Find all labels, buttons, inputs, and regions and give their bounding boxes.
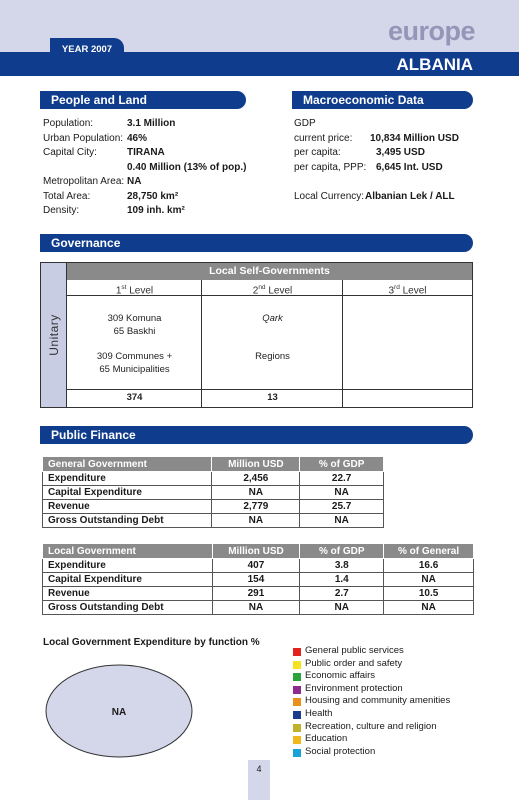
legend-item <box>293 670 450 683</box>
table-row <box>43 573 474 587</box>
table-header-row <box>43 544 474 559</box>
legend-label: Recreation, culture and religion <box>305 720 437 732</box>
expenditure-legend <box>293 645 450 758</box>
table-header: Local Government <box>43 544 213 559</box>
section-people-land: People and Land <box>40 91 246 109</box>
level-2-header: 2nd Level <box>202 280 343 296</box>
section-macro: Macroeconomic Data <box>292 91 473 109</box>
population-label: Population: <box>43 118 94 129</box>
level-2-english: Regions <box>255 351 290 362</box>
table-cell: 407 <box>212 559 300 573</box>
legend-label: Economic affairs <box>305 670 376 682</box>
section-public-finance: Public Finance <box>51 428 136 442</box>
table-cell: Expenditure <box>43 559 213 573</box>
year-label: YEAR 2007 <box>50 38 124 60</box>
table-header: Million USD <box>212 457 300 472</box>
legend-label: Housing and community amenities <box>305 695 451 707</box>
section-governance: Governance <box>51 236 121 250</box>
urban-value: 46% <box>127 132 148 144</box>
table-cell: NA <box>212 514 300 528</box>
table-header: % of General <box>384 544 474 559</box>
metro-value: NA <box>127 176 142 187</box>
table-cell: 22.7 <box>300 472 384 486</box>
table-cell: 3.8 <box>300 559 384 573</box>
general-government-table <box>42 456 384 528</box>
level-1-english-b: 65 Municipalities <box>99 363 170 375</box>
current-price-label: current price: <box>294 132 353 144</box>
legend-label: Environment protection <box>305 682 403 694</box>
table-header: General Government <box>43 457 212 472</box>
table-cell: Gross Outstanding Debt <box>43 514 212 528</box>
population-value: 3.1 Million <box>127 118 176 129</box>
people-land-list <box>43 117 273 227</box>
area-label: Total Area: <box>43 190 91 202</box>
table-header-row <box>43 457 384 472</box>
table-row <box>43 559 474 573</box>
legend-swatch <box>293 686 301 694</box>
table-row <box>43 486 384 500</box>
ppp-value: 6,645 Int. USD <box>376 161 443 173</box>
table-header: Million USD <box>212 544 300 559</box>
level-1-native-a: 309 Komuna <box>107 313 162 324</box>
table-cell: NA <box>384 573 474 587</box>
local-government-table <box>42 543 474 615</box>
unitary-label-cell <box>41 263 67 407</box>
macro-list <box>294 117 494 217</box>
table-cell: NA <box>212 601 300 615</box>
legend-item <box>293 645 450 658</box>
legend-swatch <box>293 736 301 744</box>
table-row <box>43 601 474 615</box>
table-cell: 2,779 <box>212 500 300 514</box>
legend-swatch <box>293 749 301 757</box>
level-1-header: 1st Level <box>67 280 202 296</box>
table-cell: 154 <box>212 573 300 587</box>
pie-na-label: NA <box>111 707 127 718</box>
capital-label: Capital City: <box>43 147 97 158</box>
region-title: europe <box>387 16 475 46</box>
expenditure-chart-title: Local Government Expenditure by function % <box>43 637 260 648</box>
level-1-native <box>67 313 202 338</box>
table-cell: NA <box>212 486 300 500</box>
table-cell: Revenue <box>43 500 212 514</box>
legend-label: Social protection <box>305 745 376 757</box>
level-1-english-a: 309 Communes + <box>96 351 173 362</box>
urban-label: Urban Population: <box>43 132 124 144</box>
table-cell: NA <box>300 514 384 528</box>
table-row <box>43 472 384 486</box>
legend-item <box>293 721 450 734</box>
unitary-label: Unitary <box>46 314 61 356</box>
legend-item <box>293 733 450 746</box>
area-value: 28,750 km² <box>127 190 179 202</box>
table-row <box>43 587 474 601</box>
table-cell: NA <box>300 601 384 615</box>
table-cell: 10.5 <box>384 587 474 601</box>
table-cell: 1.4 <box>300 573 384 587</box>
legend-swatch <box>293 673 301 681</box>
table-cell: 16.6 <box>384 559 474 573</box>
metro-label: Metropolitan Area: <box>43 176 125 187</box>
currency-value: Albanian Lek / ALL <box>365 190 455 202</box>
currency-label: Local Currency: <box>294 190 365 202</box>
legend-item <box>293 683 450 696</box>
per-capita-label: per capita: <box>294 147 341 158</box>
legend-item <box>293 695 450 708</box>
table-cell: 2.7 <box>300 587 384 601</box>
legend-swatch <box>293 698 301 706</box>
legend-swatch <box>293 648 301 656</box>
page-number: 4 <box>248 760 270 800</box>
table-cell: 291 <box>212 587 300 601</box>
country-title: ALBANIA <box>396 55 473 74</box>
table-cell: NA <box>300 486 384 500</box>
governance-table <box>40 262 473 408</box>
level-2-total: 13 <box>267 392 278 403</box>
level-3-header: 3rd Level <box>343 280 472 296</box>
level-1-total: 374 <box>126 392 143 403</box>
table-cell: Gross Outstanding Debt <box>43 601 213 615</box>
ppp-label: per capita, PPP: <box>294 161 367 173</box>
legend-swatch <box>293 661 301 669</box>
density-value: 109 inh. km² <box>127 205 185 216</box>
table-cell: Expenditure <box>43 472 212 486</box>
legend-item <box>293 708 450 721</box>
expenditure-pie <box>44 663 194 759</box>
legend-swatch <box>293 724 301 732</box>
table-cell: 25.7 <box>300 500 384 514</box>
per-capita-value: 3,495 USD <box>376 147 425 158</box>
legend-label: Health <box>305 707 333 719</box>
divider <box>67 389 472 390</box>
capital-pop-value: 0.40 Million (13% of pop.) <box>127 161 247 173</box>
legend-item <box>293 658 450 671</box>
divider <box>201 280 202 407</box>
table-cell: 2,456 <box>212 472 300 486</box>
capital-value: TIRANA <box>127 147 165 158</box>
table-header: % of GDP <box>300 544 384 559</box>
level-1-native-b: 65 Baskhi <box>113 325 156 337</box>
current-price-value: 10,834 Million USD <box>370 132 459 144</box>
table-header: % of GDP <box>300 457 384 472</box>
legend-label: Education <box>305 733 348 745</box>
level-2-native: Qark <box>262 313 283 324</box>
gdp-label: GDP <box>294 118 316 129</box>
table-cell: NA <box>384 601 474 615</box>
divider <box>342 280 343 407</box>
density-label: Density: <box>43 205 80 216</box>
legend-swatch <box>293 711 301 719</box>
legend-label: General public services <box>305 645 404 656</box>
table-row <box>43 500 384 514</box>
legend-item <box>293 746 450 759</box>
table-row <box>43 514 384 528</box>
governance-table-title: Local Self-Governments <box>67 263 472 280</box>
legend-label: Public order and safety <box>305 657 403 669</box>
level-1-english <box>67 351 202 376</box>
table-cell: Revenue <box>43 587 213 601</box>
table-cell: Capital Expenditure <box>43 486 212 500</box>
table-cell: Capital Expenditure <box>43 573 213 587</box>
